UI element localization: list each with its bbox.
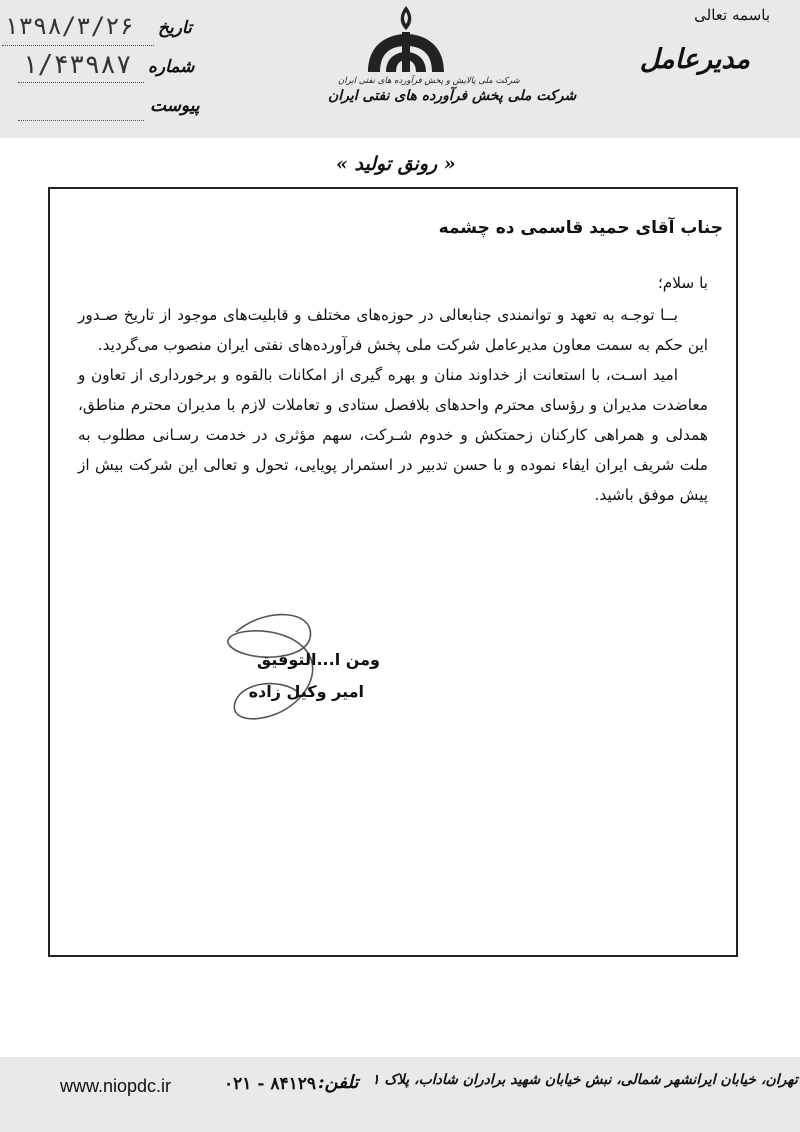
letter-paragraph-2: امید اسـت، با استعانت از خداوند منان و بهره گیری از امکانات بالقوه و برخورداری از تعاون و معاضدت مدیران و رؤسای محترم واحدهای بلافصل ستادی و تعاملات لازم با مدیران محترم مناطق، همدلی و همراهی کارکنان زحمتکش و خدوم شـرکت، سهم مؤثری در خدمت رسـانی مطلوب به ملت شریف ایران ایفاء نموده و با حسن تدبیر در استمرار پویایی، تحول و تعالی این شرکت بیش از پیش موفق باشید. <box>78 366 708 504</box>
number-underline <box>18 82 144 83</box>
logo-text-top: شرکت ملی پالایش و پخش فرآورده های نفتی ایران <box>338 76 520 86</box>
number-label: شماره <box>148 57 195 77</box>
slogan: « رونق تولید » <box>336 153 456 175</box>
addressee: جناب آقای حمید قاسمی ده چشمه <box>438 218 723 238</box>
phone-number: ۸۴۱۲۹ - ۰۲۱ <box>224 1074 316 1094</box>
date-label: تاریخ <box>158 18 192 38</box>
letterhead-title: مدیرعامل <box>639 44 750 75</box>
signer-name: امیر وکیل زاده <box>248 682 364 701</box>
number-value: ۱/۴۳۹۸۷ <box>22 50 132 80</box>
website-link[interactable]: www.niopdc.ir <box>60 1076 172 1096</box>
date-value: ۱۳۹۸/۳/۲۶ <box>4 12 135 40</box>
letter-body <box>78 300 708 510</box>
flame-emblem-icon <box>346 2 466 77</box>
greeting: با سلام؛ <box>657 274 708 292</box>
date-underline <box>2 45 154 46</box>
letter-paragraph-1: بــا توجـه به تعهد و توانمندی جنابعالی در حوزه‌های مختلف و قابلیت‌های موجود از تاریخ صـدور این حکم به سمت معاون مدیرعامل شرکت ملی پخش فرآورده‌های نفتی ایران منصوب می‌گردید. <box>78 306 708 354</box>
company-logo <box>346 2 466 77</box>
attachment-label: پیوست <box>150 96 200 116</box>
attachment-underline <box>18 120 144 121</box>
phone-label: تلفن: <box>318 1072 359 1093</box>
address: تهران، خیابان ایرانشهر شمالی، نبش خیابان شهید برادران شاداب، پلاک ۱ <box>372 1072 798 1088</box>
basmala: باسمه تعالی <box>694 6 770 24</box>
logo-text-bottom: شرکت ملی پخش فرآورده های نفتی ایران <box>328 88 577 104</box>
closing-phrase: ومن ا...التوفیق <box>256 650 380 669</box>
